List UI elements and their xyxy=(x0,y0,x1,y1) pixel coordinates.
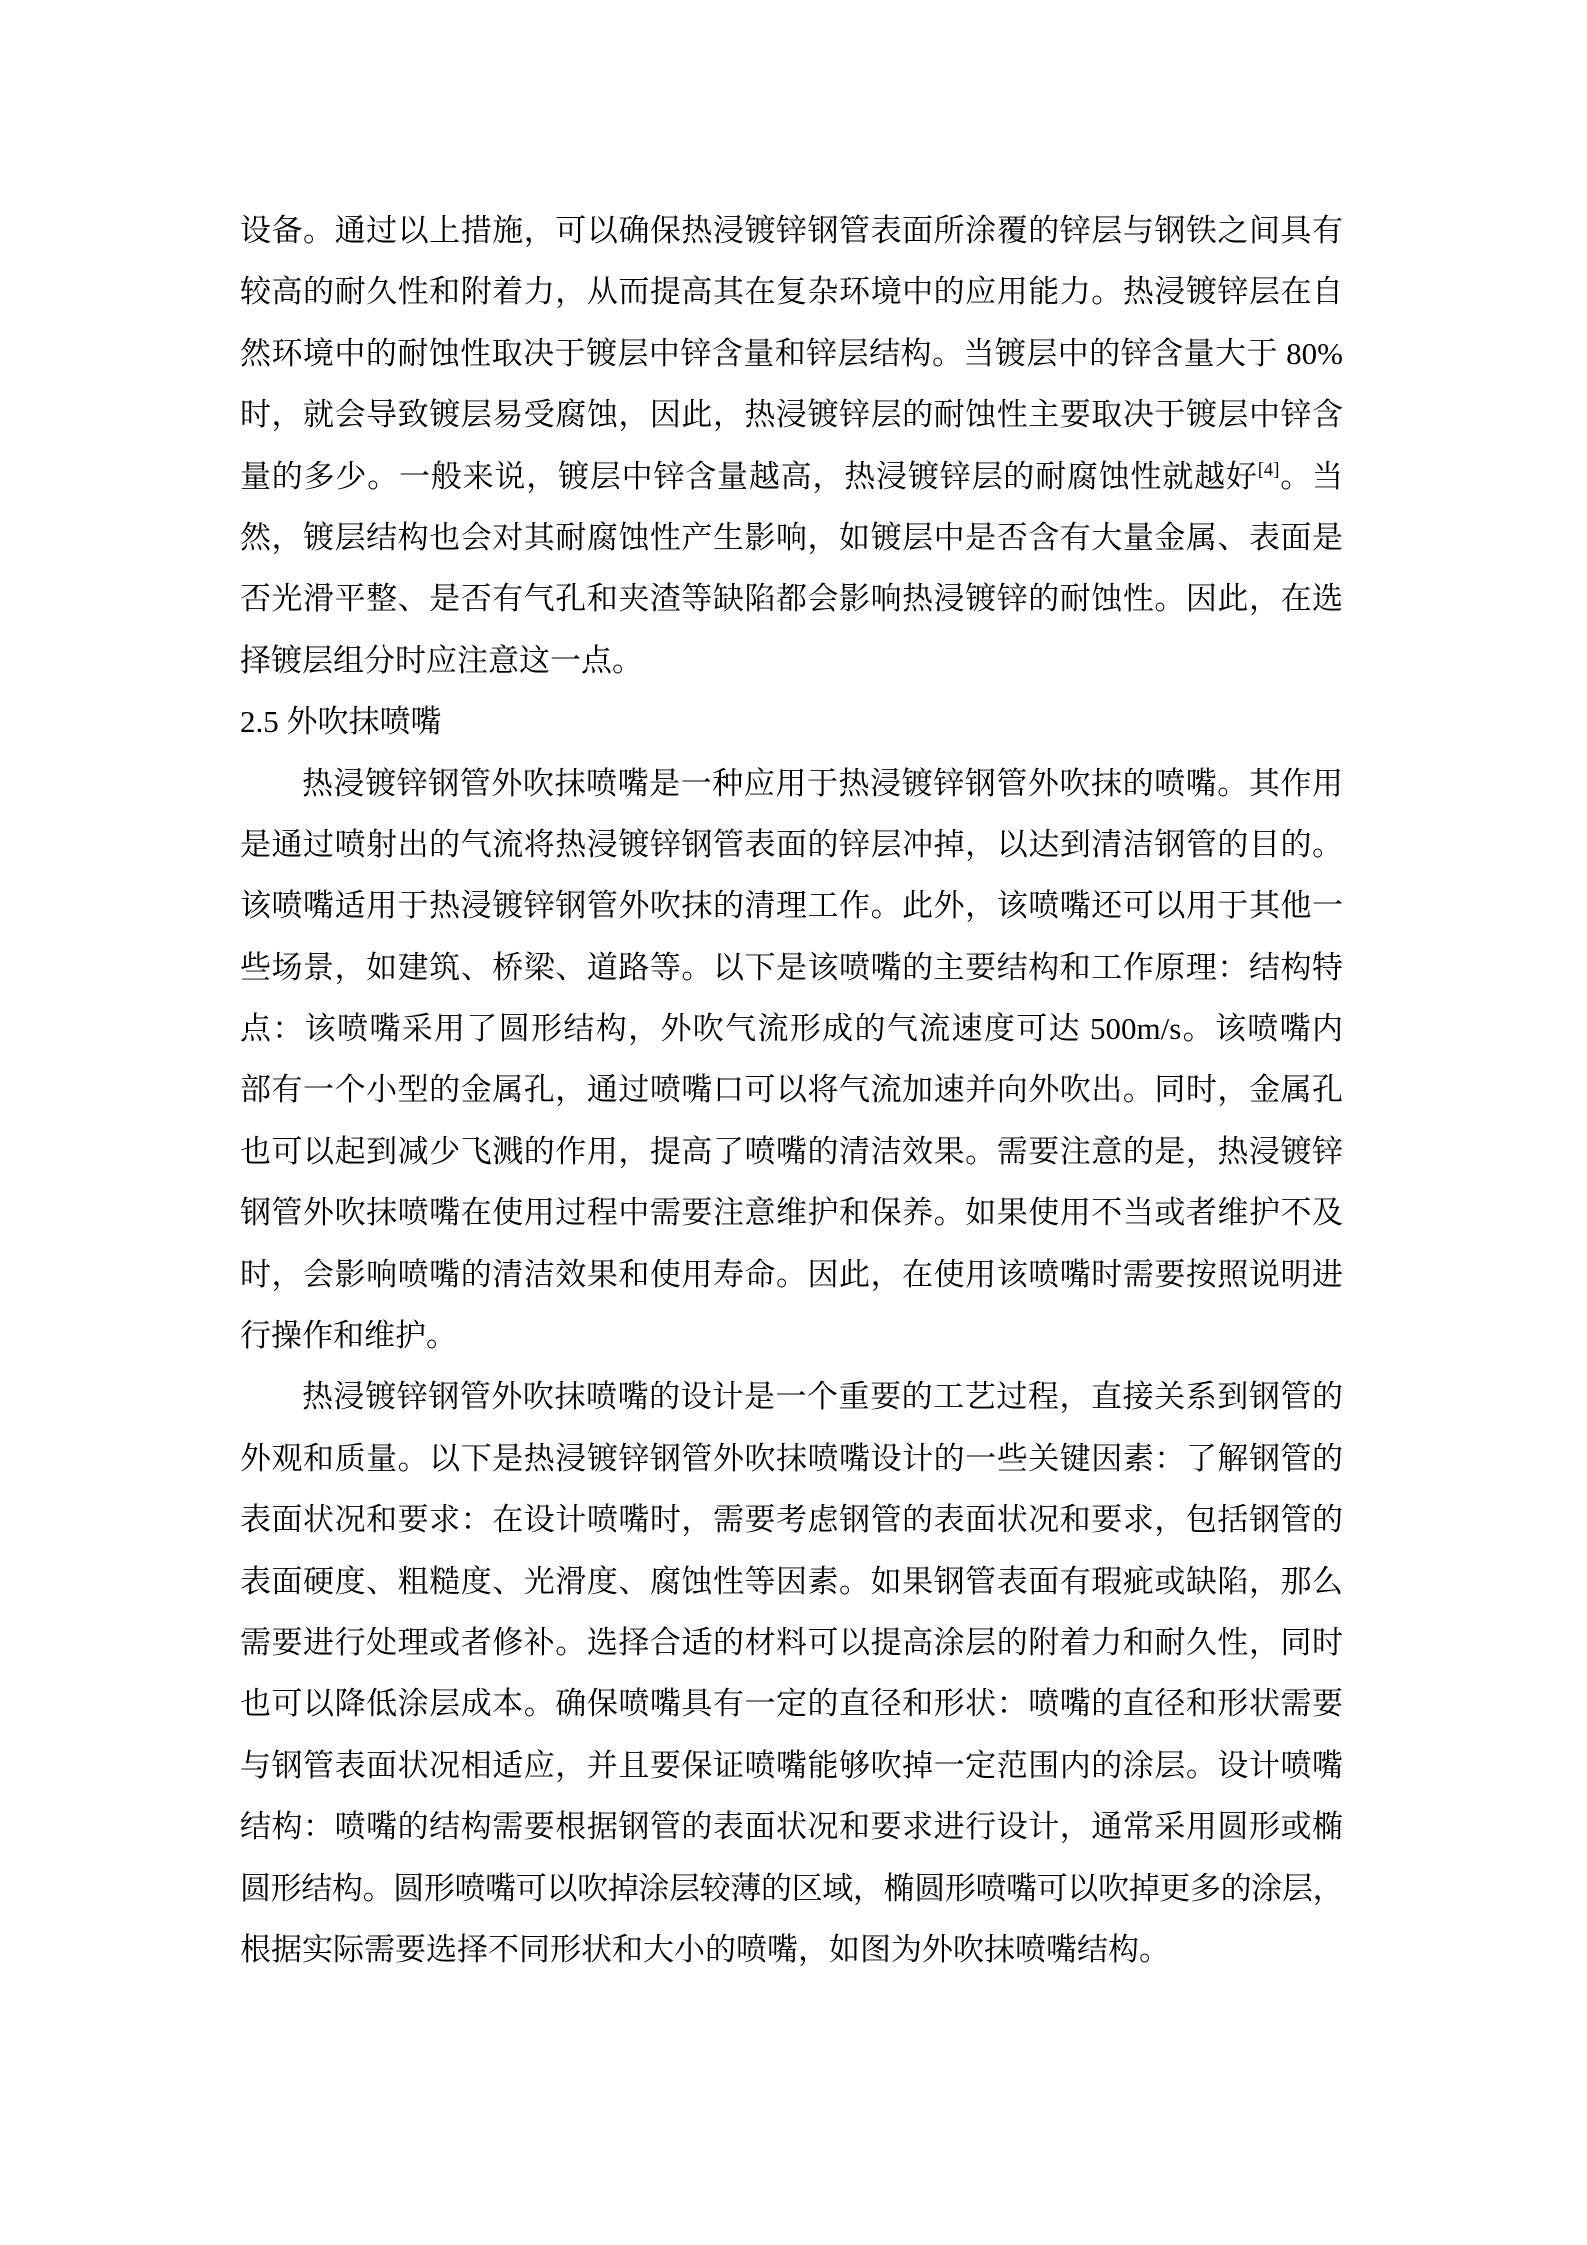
text-line xyxy=(240,1182,1343,1243)
text-line xyxy=(240,1305,1343,1366)
text-line xyxy=(240,691,1343,752)
text-run: 行操作和维护。 xyxy=(240,1318,457,1354)
text-run: 些场景，如建筑、桥梁、道路等。以下是该喷嘴的主要结构和工作原理：结构特 xyxy=(240,949,1343,985)
text-line xyxy=(240,753,1343,814)
text-run: 否光滑平整、是否有气孔和夹渣等缺陷都会影响热浸镀锌的耐蚀性。因此，在选 xyxy=(240,581,1343,617)
text-run: 量的多少。一般来说，镀层中锌含量越高，热浸镀锌层的耐腐蚀性就越好 xyxy=(240,458,1258,494)
text-run: 。当 xyxy=(1279,458,1343,494)
paragraph-continuation xyxy=(240,200,1343,691)
section-heading xyxy=(240,691,1343,752)
text-run: 圆形结构。圆形喷嘴可以吹掉涂层较薄的区域，椭圆形喷嘴可以吹掉更多的涂层， xyxy=(240,1870,1343,1906)
text-run: 部有一个小型的金属孔，通过喷嘴口可以将气流加速并向外吹出。同时，金属孔 xyxy=(240,1072,1343,1108)
text-run: 点：该喷嘴采用了圆形结构，外吹气流形成的气流速度可达 500m/s。该喷嘴内 xyxy=(240,1011,1343,1047)
text-run: 表面状况和要求：在设计喷嘴时，需要考虑钢管的表面状况和要求，包括钢管的 xyxy=(240,1502,1343,1538)
text-line xyxy=(240,384,1343,445)
text-line xyxy=(240,507,1343,568)
text-line xyxy=(240,1858,1343,1919)
text-line xyxy=(240,200,1343,261)
text-line xyxy=(240,1735,1343,1796)
text-run: 时，就会导致镀层易受腐蚀，因此，热浸镀锌层的耐蚀性主要取决于镀层中锌含 xyxy=(240,397,1343,433)
text-run: 表面硬度、粗糙度、光滑度、腐蚀性等因素。如果钢管表面有瑕疵或缺陷，那么 xyxy=(240,1563,1343,1599)
text-run: 热浸镀锌钢管外吹抹喷嘴是一种应用于热浸镀锌钢管外吹抹的喷嘴。其作用 xyxy=(302,765,1343,801)
text-line xyxy=(240,446,1343,507)
text-block xyxy=(240,200,1343,1980)
text-run: 2.5 外吹抹喷嘴 xyxy=(240,704,442,740)
text-run: 该喷嘴适用于热浸镀锌钢管外吹抹的清理工作。此外，该喷嘴还可以用于其他一 xyxy=(240,888,1343,924)
text-line xyxy=(240,998,1343,1059)
text-line xyxy=(240,875,1343,936)
text-run: 也可以起到减少飞溅的作用，提高了喷嘴的清洁效果。需要注意的是，热浸镀锌 xyxy=(240,1133,1343,1169)
text-line xyxy=(240,261,1343,322)
text-run: 需要进行处理或者修补。选择合适的材料可以提高涂层的附着力和耐久性，同时 xyxy=(240,1624,1343,1660)
text-run: 设备。通过以上措施，可以确保热浸镀锌钢管表面所涂覆的锌层与钢铁之间具有 xyxy=(240,213,1343,248)
text-run: 较高的耐久性和附着力，从而提高其在复杂环境中的应用能力。热浸镀锌层在自 xyxy=(240,274,1343,310)
text-line xyxy=(240,1428,1343,1489)
text-run: 然，镀层结构也会对其耐腐蚀性产生影响，如镀层中是否含有大量金属、表面是 xyxy=(240,519,1343,555)
paragraph-nozzle-design xyxy=(240,1366,1343,1980)
text-run: 是通过喷射出的气流将热浸镀锌钢管表面的锌层冲掉，以达到清洁钢管的目的。 xyxy=(240,826,1343,862)
paragraph-nozzle-intro xyxy=(240,753,1343,1367)
text-line xyxy=(240,1059,1343,1120)
text-line xyxy=(240,1612,1343,1673)
text-line xyxy=(240,323,1343,384)
text-run: 时，会影响喷嘴的清洁效果和使用寿命。因此，在使用该喷嘴时需要按照说明进 xyxy=(240,1256,1343,1292)
text-line xyxy=(240,1551,1343,1612)
text-line xyxy=(240,1244,1343,1305)
text-line xyxy=(240,1919,1343,1980)
text-run: 外观和质量。以下是热浸镀锌钢管外吹抹喷嘴设计的一些关键因素：了解钢管的 xyxy=(240,1440,1343,1476)
text-line xyxy=(240,630,1343,691)
text-run: 结构：喷嘴的结构需要根据钢管的表面状况和要求进行设计，通常采用圆形或椭 xyxy=(240,1809,1343,1845)
text-run: 钢管外吹抹喷嘴在使用过程中需要注意维护和保养。如果使用不当或者维护不及 xyxy=(240,1195,1343,1231)
text-run: 与钢管表面状况相适应，并且要保证喷嘴能够吹掉一定范围内的涂层。设计喷嘴 xyxy=(240,1747,1343,1783)
text-run: 然环境中的耐蚀性取决于镀层中锌含量和锌层结构。当镀层中的锌含量大于 80% xyxy=(240,335,1343,371)
citation-superscript: [4] xyxy=(1257,459,1280,481)
text-line xyxy=(240,814,1343,875)
text-run: 热浸镀锌钢管外吹抹喷嘴的设计是一个重要的工艺过程，直接关系到钢管的 xyxy=(302,1379,1343,1415)
text-run: 择镀层组分时应注意这一点。 xyxy=(240,642,643,678)
text-line xyxy=(240,1796,1343,1857)
text-run: 也可以降低涂层成本。确保喷嘴具有一定的直径和形状：喷嘴的直径和形状需要 xyxy=(240,1686,1343,1722)
text-line xyxy=(240,1489,1343,1550)
text-line xyxy=(240,1673,1343,1734)
text-line xyxy=(240,568,1343,629)
text-run: 根据实际需要选择不同形状和大小的喷嘴，如图为外吹抹喷嘴结构。 xyxy=(240,1931,1170,1967)
text-line xyxy=(240,1366,1343,1427)
text-line xyxy=(240,1121,1343,1182)
text-line xyxy=(240,937,1343,998)
